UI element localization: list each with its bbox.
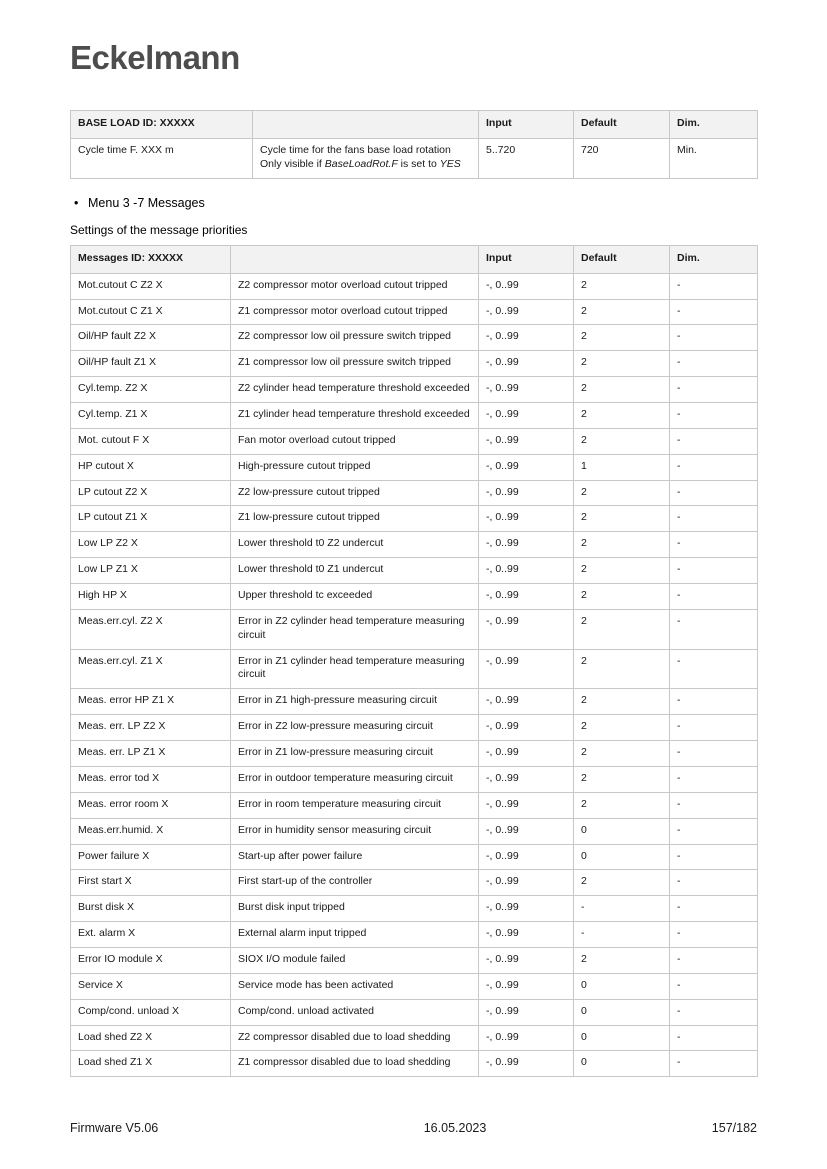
message-default: 2	[574, 741, 670, 767]
message-description: Z1 low-pressure cutout tripped	[231, 506, 479, 532]
message-description: Z2 compressor disabled due to load shedding	[231, 1025, 479, 1051]
message-name: Ext. alarm X	[71, 922, 231, 948]
footer-page-number: 157/182	[711, 1121, 757, 1135]
message-description: Z1 compressor disabled due to load shedding	[231, 1051, 479, 1077]
table-row	[71, 844, 758, 870]
message-default: 2	[574, 273, 670, 299]
message-description: Z2 compressor low oil pressure switch tripped	[231, 325, 479, 351]
message-default: 0	[574, 973, 670, 999]
table-row	[71, 532, 758, 558]
parameter-description	[253, 139, 479, 179]
message-dim: -	[670, 870, 758, 896]
message-description: Fan motor overload cutout tripped	[231, 428, 479, 454]
parameter-dim: Min.	[670, 139, 758, 179]
message-input: -, 0..99	[479, 609, 574, 649]
message-default: 2	[574, 299, 670, 325]
message-input: -, 0..99	[479, 584, 574, 610]
message-dim: -	[670, 506, 758, 532]
base-load-parameter-table	[70, 110, 758, 179]
table-row	[71, 377, 758, 403]
message-name: Service X	[71, 973, 231, 999]
message-default: 2	[574, 480, 670, 506]
message-input: -, 0..99	[479, 999, 574, 1025]
menu-bullet-item	[70, 196, 757, 210]
column-header-description	[253, 111, 479, 139]
message-name: Cyl.temp. Z2 X	[71, 377, 231, 403]
table-row	[71, 506, 758, 532]
table-row	[71, 715, 758, 741]
message-dim: -	[670, 1051, 758, 1077]
table-row	[71, 922, 758, 948]
message-name: Mot. cutout F X	[71, 428, 231, 454]
table-row	[71, 973, 758, 999]
column-header-input: Input	[479, 245, 574, 273]
message-dim: -	[670, 532, 758, 558]
message-default: -	[574, 896, 670, 922]
message-default: 2	[574, 792, 670, 818]
table-row	[71, 584, 758, 610]
column-header-dim: Dim.	[670, 245, 758, 273]
message-dim: -	[670, 403, 758, 429]
message-description: Error in outdoor temperature measuring circuit	[231, 766, 479, 792]
company-logo: Eckelmann	[70, 39, 240, 76]
table-row	[71, 558, 758, 584]
message-description: Service mode has been activated	[231, 973, 479, 999]
message-name: Mot.cutout C Z2 X	[71, 273, 231, 299]
message-dim: -	[670, 844, 758, 870]
message-default: -	[574, 922, 670, 948]
table-row	[71, 609, 758, 649]
message-description: Error in Z1 cylinder head temperature measuring circuit	[231, 649, 479, 689]
message-dim: -	[670, 999, 758, 1025]
message-dim: -	[670, 480, 758, 506]
message-default: 2	[574, 377, 670, 403]
description-emphasis-param: BaseLoadRot.F	[324, 158, 398, 171]
table-row	[71, 1025, 758, 1051]
message-default: 2	[574, 506, 670, 532]
message-input: -, 0..99	[479, 922, 574, 948]
message-dim: -	[670, 973, 758, 999]
message-default: 2	[574, 715, 670, 741]
page-footer	[70, 1121, 757, 1135]
message-default: 2	[574, 766, 670, 792]
message-dim: -	[670, 896, 758, 922]
message-description: Z1 compressor motor overload cutout tripped	[231, 299, 479, 325]
message-description: Error in Z1 low-pressure measuring circuit	[231, 741, 479, 767]
section-subtitle: Settings of the message priorities	[70, 222, 248, 237]
message-default: 0	[574, 1051, 670, 1077]
message-description: External alarm input tripped	[231, 922, 479, 948]
message-dim: -	[670, 922, 758, 948]
message-input: -, 0..99	[479, 558, 574, 584]
message-default: 2	[574, 403, 670, 429]
message-input: -, 0..99	[479, 1025, 574, 1051]
message-description: First start-up of the controller	[231, 870, 479, 896]
message-default: 2	[574, 870, 670, 896]
message-name: Meas.err.cyl. Z2 X	[71, 609, 231, 649]
message-dim: -	[670, 454, 758, 480]
table-row	[71, 454, 758, 480]
message-dim: -	[670, 1025, 758, 1051]
message-description: Error in Z1 high-pressure measuring circuit	[231, 689, 479, 715]
message-name: Oil/HP fault Z1 X	[71, 351, 231, 377]
message-default: 2	[574, 325, 670, 351]
message-default: 0	[574, 818, 670, 844]
messages-parameter-table	[70, 245, 758, 1077]
message-dim: -	[670, 689, 758, 715]
message-default: 2	[574, 609, 670, 649]
message-name: Low LP Z1 X	[71, 558, 231, 584]
message-input: -, 0..99	[479, 351, 574, 377]
message-input: -, 0..99	[479, 428, 574, 454]
message-default: 2	[574, 532, 670, 558]
message-default: 2	[574, 947, 670, 973]
message-dim: -	[670, 609, 758, 649]
message-default: 1	[574, 454, 670, 480]
message-dim: -	[670, 558, 758, 584]
table-row	[71, 649, 758, 689]
table-row	[71, 1051, 758, 1077]
message-dim: -	[670, 741, 758, 767]
message-default: 2	[574, 584, 670, 610]
message-name: Burst disk X	[71, 896, 231, 922]
table-row	[71, 403, 758, 429]
message-dim: -	[670, 766, 758, 792]
message-default: 2	[574, 428, 670, 454]
table-row	[71, 818, 758, 844]
message-name: First start X	[71, 870, 231, 896]
column-header-default: Default	[574, 111, 670, 139]
message-name: Meas. error HP Z1 X	[71, 689, 231, 715]
table-row	[71, 741, 758, 767]
message-description: Burst disk input tripped	[231, 896, 479, 922]
message-name: Low LP Z2 X	[71, 532, 231, 558]
description-line-1: Cycle time for the fans base load rotation	[260, 144, 451, 157]
table-row	[71, 947, 758, 973]
message-input: -, 0..99	[479, 896, 574, 922]
message-description: Lower threshold t0 Z1 undercut	[231, 558, 479, 584]
message-name: Cyl.temp. Z1 X	[71, 403, 231, 429]
message-default: 2	[574, 649, 670, 689]
message-default: 2	[574, 689, 670, 715]
column-header-dim: Dim.	[670, 111, 758, 139]
message-dim: -	[670, 299, 758, 325]
message-dim: -	[670, 792, 758, 818]
description-line-2-middle: is set to	[397, 158, 440, 171]
table-row	[71, 428, 758, 454]
message-input: -, 0..99	[479, 792, 574, 818]
message-input: -, 0..99	[479, 973, 574, 999]
message-description: Error in humidity sensor measuring circuit	[231, 818, 479, 844]
parameter-input: 5..720	[479, 139, 574, 179]
message-name: High HP X	[71, 584, 231, 610]
table-row	[71, 299, 758, 325]
message-name: Mot.cutout C Z1 X	[71, 299, 231, 325]
message-input: -, 0..99	[479, 1051, 574, 1077]
message-input: -, 0..99	[479, 818, 574, 844]
parameter-name: Cycle time F. XXX m	[71, 139, 253, 179]
message-name: LP cutout Z1 X	[71, 506, 231, 532]
footer-date: 16.05.2023	[423, 1121, 487, 1135]
message-name: Meas.err.cyl. Z1 X	[71, 649, 231, 689]
message-input: -, 0..99	[479, 844, 574, 870]
message-description: Error in Z2 low-pressure measuring circuit	[231, 715, 479, 741]
message-input: -, 0..99	[479, 377, 574, 403]
table-row	[71, 689, 758, 715]
message-description: Z1 cylinder head temperature threshold exceeded	[231, 403, 479, 429]
message-name: Meas.err.humid. X	[71, 818, 231, 844]
message-dim: -	[670, 715, 758, 741]
message-default: 0	[574, 999, 670, 1025]
message-input: -, 0..99	[479, 506, 574, 532]
message-default: 2	[574, 351, 670, 377]
message-dim: -	[670, 273, 758, 299]
message-input: -, 0..99	[479, 532, 574, 558]
message-dim: -	[670, 649, 758, 689]
column-header-id: Messages ID: XXXXX	[71, 245, 231, 273]
parameter-default: 720	[574, 139, 670, 179]
message-dim: -	[670, 351, 758, 377]
message-name: Load shed Z2 X	[71, 1025, 231, 1051]
message-name: Power failure X	[71, 844, 231, 870]
message-dim: -	[670, 428, 758, 454]
table-row	[71, 766, 758, 792]
table-row	[71, 273, 758, 299]
message-input: -, 0..99	[479, 403, 574, 429]
message-description: Error in room temperature measuring circuit	[231, 792, 479, 818]
table-row	[71, 870, 758, 896]
description-emphasis-value: YES	[439, 158, 461, 171]
table-row	[71, 896, 758, 922]
message-description: Error in Z2 cylinder head temperature measuring circuit	[231, 609, 479, 649]
message-name: HP cutout X	[71, 454, 231, 480]
menu-bullet-label: Menu 3 -7 Messages	[88, 195, 205, 210]
table-row	[71, 139, 758, 179]
table-header-row	[71, 111, 758, 139]
message-input: -, 0..99	[479, 299, 574, 325]
table-row	[71, 792, 758, 818]
message-name: Meas. err. LP Z2 X	[71, 715, 231, 741]
message-input: -, 0..99	[479, 947, 574, 973]
message-name: LP cutout Z2 X	[71, 480, 231, 506]
message-name: Meas. error tod X	[71, 766, 231, 792]
message-input: -, 0..99	[479, 741, 574, 767]
message-default: 0	[574, 1025, 670, 1051]
message-dim: -	[670, 325, 758, 351]
message-name: Load shed Z1 X	[71, 1051, 231, 1077]
message-description: High-pressure cutout tripped	[231, 454, 479, 480]
message-dim: -	[670, 377, 758, 403]
table-row	[71, 480, 758, 506]
message-input: -, 0..99	[479, 454, 574, 480]
table-row	[71, 325, 758, 351]
message-input: -, 0..99	[479, 325, 574, 351]
description-line-2-prefix: Only visible if	[260, 158, 325, 171]
column-header-description	[231, 245, 479, 273]
message-name: Meas. err. LP Z1 X	[71, 741, 231, 767]
message-description: Z2 compressor motor overload cutout tripped	[231, 273, 479, 299]
message-default: 2	[574, 558, 670, 584]
column-header-default: Default	[574, 245, 670, 273]
message-input: -, 0..99	[479, 689, 574, 715]
message-description: Upper threshold tc exceeded	[231, 584, 479, 610]
message-input: -, 0..99	[479, 766, 574, 792]
column-header-id: BASE LOAD ID: XXXXX	[71, 111, 253, 139]
message-dim: -	[670, 818, 758, 844]
message-description: SIOX I/O module failed	[231, 947, 479, 973]
message-input: -, 0..99	[479, 649, 574, 689]
message-input: -, 0..99	[479, 273, 574, 299]
message-input: -, 0..99	[479, 480, 574, 506]
message-input: -, 0..99	[479, 870, 574, 896]
message-input: -, 0..99	[479, 715, 574, 741]
table-row	[71, 351, 758, 377]
message-name: Meas. error room X	[71, 792, 231, 818]
message-name: Comp/cond. unload X	[71, 999, 231, 1025]
message-description: Z1 compressor low oil pressure switch tripped	[231, 351, 479, 377]
message-description: Start-up after power failure	[231, 844, 479, 870]
message-name: Oil/HP fault Z2 X	[71, 325, 231, 351]
footer-firmware: Firmware V5.06	[70, 1121, 159, 1135]
message-description: Comp/cond. unload activated	[231, 999, 479, 1025]
message-name: Error IO module X	[71, 947, 231, 973]
table-header-row	[71, 245, 758, 273]
table-row	[71, 999, 758, 1025]
message-description: Lower threshold t0 Z2 undercut	[231, 532, 479, 558]
message-dim: -	[670, 584, 758, 610]
column-header-input: Input	[479, 111, 574, 139]
message-default: 0	[574, 844, 670, 870]
bullet-dot: •	[74, 195, 79, 210]
message-description: Z2 cylinder head temperature threshold exceeded	[231, 377, 479, 403]
message-dim: -	[670, 947, 758, 973]
message-description: Z2 low-pressure cutout tripped	[231, 480, 479, 506]
